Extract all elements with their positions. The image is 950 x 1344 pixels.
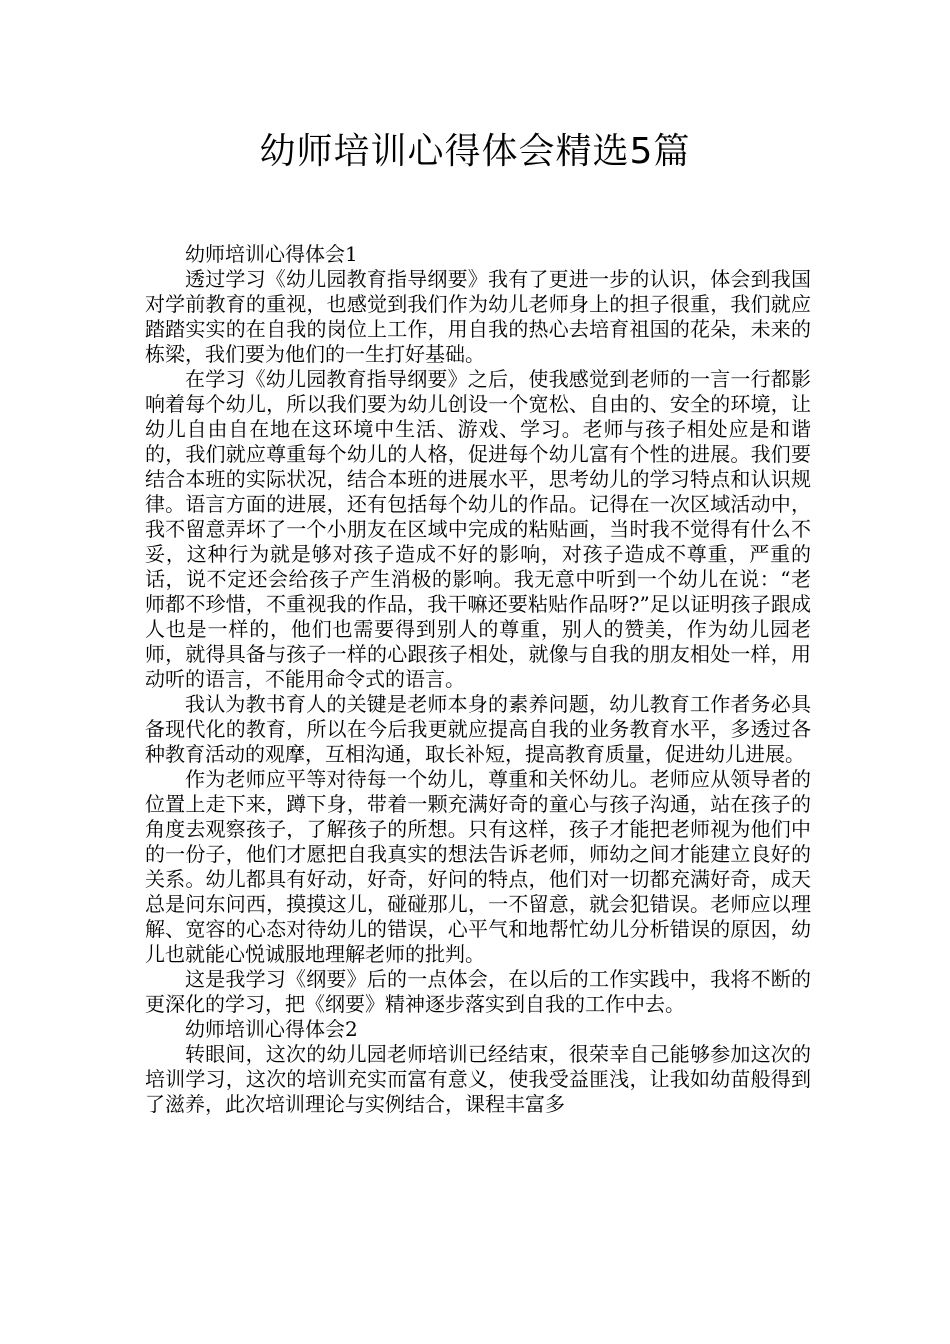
document-title: 幼师培训心得体会精选5篇 <box>259 131 691 172</box>
paragraph: 这是我学习《纲要》后的一点体会，在以后的工作实践中，我将不断的更深化的学习，把《纲要》精神逐步落实到自我的工作中去。 <box>145 967 811 1016</box>
section-heading-2: 幼师培训心得体会2 <box>185 1017 358 1041</box>
section-heading-1: 幼师培训心得体会1 <box>185 242 358 266</box>
paragraph: 作为老师应平等对待每一个幼儿，尊重和关怀幼儿。老师应从领导者的位置上走下来，蹲下身，带着一颗充满好奇的童心与孩子沟通，站在孩子的角度去观察孩子，了解孩子的所想。只有这样，孩子才能把老师视为他们中的一份子，他们才愿把自我真实的想法告诉老师，师幼之间才能建立良好的关系。幼儿都具有好动，好奇，好问的特点，他们对一切都充满好奇，成天总是问东问西，摸摸这儿，碰碰那儿，一不留意，就会犯错误。老师应以理解、宽容的心态对待幼儿的错误，心平气和地帮忙幼儿分析错误的原因，幼儿也就能心悦诚服地理解老师的批判。 <box>145 767 811 966</box>
paragraph: 转眼间，这次的幼儿园老师培训已经结束，很荣幸自己能够参加这次的培训学习，这次的培训充实而富有意义，使我受益匪浅，让我如幼苗般得到了滋养，此次培训理论与实例结合，课程丰富多 <box>145 1042 811 1116</box>
paragraph: 在学习《幼儿园教育指导纲要》之后，使我感觉到老师的一言一行都影响着每个幼儿，所以我们要为幼儿创设一个宽松、自由的、安全的环境，让幼儿自由自在地在这环境中生活、游戏、学习。老师与孩子相处应是和谐的，我们就应尊重每个幼儿的人格，促进每个幼儿富有个性的进展。我们要结合本班的实际状况，结合本班的进展水平，思考幼儿的学习特点和认识规律。语言方面的进展，还有包括每个幼儿的作品。记得在一次区域活动中，我不留意弄坏了一个小朋友在区域中完成的粘贴画，当时我不觉得有什么不妥，这种行为就是够对孩子造成不好的影响，对孩子造成不尊重，严重的话，说不定还会给孩子产生消极的影响。我无意中听到一个幼儿在说：“老师都不珍惜，不重视我的作品，我干嘛还要粘贴作品呀?”足以证明孩子跟成人也是一样的，他们也需要得到别人的尊重，别人的赞美，作为幼儿园老师，就得具备与孩子一样的心跟孩子相处，就像与自我的朋友相处一样，用动听的语言，不能用命令式的语言。 <box>145 367 811 691</box>
paragraph: 我认为教书育人的关键是老师本身的素养问题，幼儿教育工作者务必具备现代化的教育，所以在今后我更就应提高自我的业务教育水平，多透过各种教育活动的观摩，互相沟通，取长补短，提高教育质量，促进幼儿进展。 <box>145 692 811 766</box>
document-body <box>145 242 811 1117</box>
paragraph: 透过学习《幼儿园教育指导纲要》我有了更进一步的认识，体会到我国对学前教育的重视，也感觉到我们作为幼儿老师身上的担子很重，我们就应踏踏实实的在自我的岗位上工作，用自我的热心去培育祖国的花朵，未来的栋梁，我们要为他们的一生打好基础。 <box>145 267 811 366</box>
